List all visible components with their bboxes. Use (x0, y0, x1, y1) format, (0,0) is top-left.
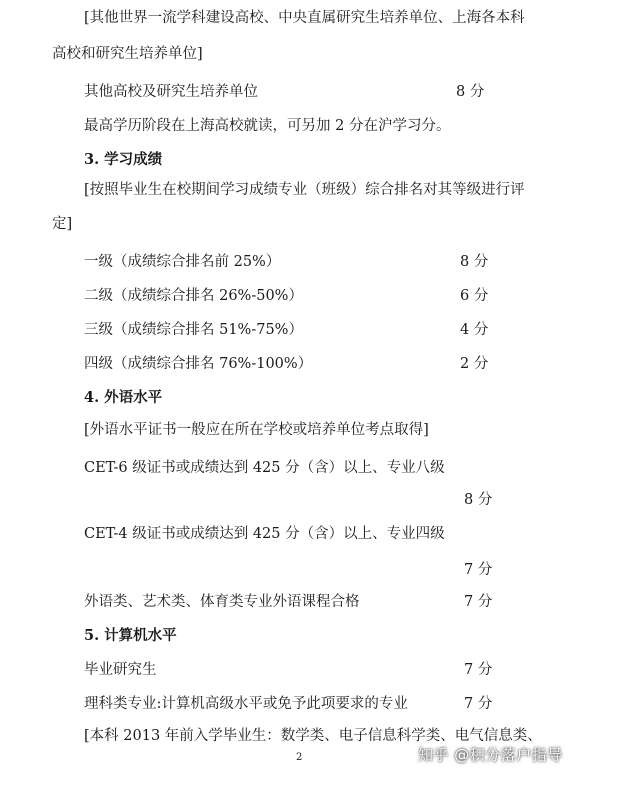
section3-criteria-line1: [按照毕业生在校期间学习成绩专业（班级）综合排名对其等级进行评 (84, 182, 525, 198)
grade-level-2-points: 6 分 (460, 288, 489, 304)
cet4-points: 7 分 (464, 562, 493, 578)
section3-heading: 3. 学习成绩 (84, 151, 163, 168)
section4-criteria: [外语水平证书一般应在所在学校或培养单位考点取得] (84, 422, 429, 438)
cet6-label: CET-6 级证书或成绩达到 425 分（含）以上、专业八级 (84, 460, 445, 476)
foreign-language-course-label: 外语类、艺术类、体育类专业外语课程合格 (84, 594, 360, 610)
grade-level-1-points: 8 分 (460, 254, 489, 270)
cet4-label: CET-4 级证书或成绩达到 425 分（含）以上、专业四级 (84, 526, 445, 542)
grade-level-2-label: 二级（成绩综合排名 26%-50%） (84, 288, 303, 304)
grade-level-4-points: 2 分 (460, 356, 489, 372)
grade-level-1-label: 一级（成绩综合排名前 25%） (84, 254, 281, 270)
foreign-language-course-points: 7 分 (464, 594, 493, 610)
shanghai-bonus-note: 最高学历阶段在上海高校就读，可另加 2 分在沪学习分。 (84, 118, 451, 134)
page-number: 2 (296, 752, 303, 763)
section5-heading: 5. 计算机水平 (84, 627, 177, 644)
cet6-points: 8 分 (464, 492, 493, 508)
section4-heading: 4. 外语水平 (84, 389, 163, 406)
grade-level-4-label: 四级（成绩综合排名 76%-100%） (84, 356, 313, 372)
graduate-student-label: 毕业研究生 (84, 662, 157, 678)
other-institutions-label: 其他高校及研究生培养单位 (84, 84, 258, 100)
science-major-label: 理科类专业:计算机高级水平或免予此项要求的专业 (84, 696, 408, 712)
section3-criteria-line2: 定] (52, 216, 73, 232)
grade-level-3-points: 4 分 (460, 322, 489, 338)
zhihu-watermark: 知乎 @积分落户指导 (418, 746, 563, 764)
other-institutions-points: 8 分 (456, 84, 485, 100)
grade-level-3-label: 三级（成绩综合排名 51%-75%） (84, 322, 303, 338)
section5-criteria-partial: [本科 2013 年前入学毕业生：数学类、电子信息科学类、电气信息类、 (84, 728, 542, 744)
graduate-student-points: 7 分 (464, 662, 493, 678)
science-major-points: 7 分 (464, 696, 493, 712)
section2-criteria-line2: 高校和研究生培养单位] (52, 46, 203, 62)
section2-criteria-line1: [其他世界一流学科建设高校、中央直属研究生培养单位、上海各本科 (84, 10, 525, 26)
